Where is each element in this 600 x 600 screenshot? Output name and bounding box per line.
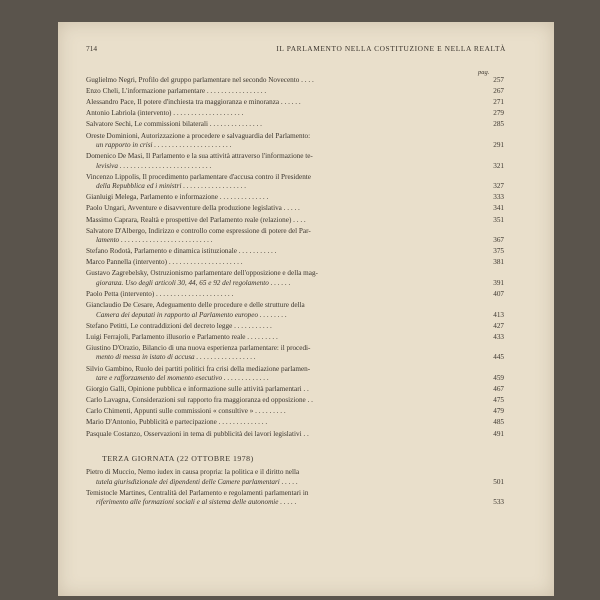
toc-page-number: 467: [493, 385, 504, 394]
toc-page-number: 501: [493, 477, 504, 486]
toc-entry-line: Luigi Ferrajoli, Parlamento illusorio e Parlamento reale . . . . . . . . .: [86, 332, 278, 341]
toc-entry-line: Stefano Petitti, Le contraddizioni del decreto legge . . . . . . . . . . .: [86, 321, 272, 330]
toc-entry-line: Gianclaudio De Cesare, Adeguamento delle procedure e delle strutture della: [86, 301, 305, 310]
toc-page-number: 533: [493, 498, 504, 507]
toc-entry-line: Carlo Chimenti, Appunti sulle commissioni « consultive » . . . . . . . . .: [86, 407, 286, 416]
toc-page-number: 321: [493, 161, 504, 170]
toc-entry: [86, 76, 504, 86]
toc-page-number: 341: [493, 204, 504, 213]
toc-entry-line: Pietro di Muccio, Nemo iudex in causa propria: la politica e il diritto nella: [86, 468, 300, 476]
toc-entry-line: Giustino D'Orazio, Bilancio di una nuova esperienza parlamentare: il procedi-: [86, 343, 311, 352]
section-heading: TERZA GIORNATA (22 OTTOBRE 1978): [102, 454, 254, 463]
toc-page-number: 381: [493, 258, 504, 267]
toc-page-number: 391: [493, 278, 504, 287]
toc-page-number: 271: [493, 98, 504, 107]
toc-entry-continuation: tare e rafforzamento del momento esecutivo . . . . . . . . . . . . .: [96, 374, 269, 382]
toc-entry-line: Temistocle Martines, Centralità del Parlamento e regolamenti parlamentari in: [86, 488, 309, 497]
toc-entry: [86, 269, 504, 288]
toc-entry: [86, 365, 504, 384]
toc-page-number: 285: [493, 120, 504, 129]
toc-entry: [86, 407, 504, 417]
toc-entry: [86, 109, 504, 119]
toc-entry-line: Oreste Dominioni, Autorizzazione a procedere e salvaguardia del Parlamento:: [86, 131, 311, 140]
toc-entry: [86, 193, 504, 203]
toc-entry: [86, 173, 504, 192]
toc-page-number: 491: [493, 429, 504, 438]
toc-page-number: 327: [493, 182, 504, 191]
toc-entry-line: Stefano Rodotà, Parlamento e dinamica istituzionale . . . . . . . . . . .: [86, 247, 277, 256]
toc-entry: [86, 132, 504, 151]
toc-entry: [86, 301, 504, 320]
toc-entry-line: Salvatore Sechi, Le commissioni bilaterali . . . . . . . . . . . . . . .: [86, 120, 262, 129]
toc-page-number: 333: [493, 193, 504, 202]
toc-entry: [86, 227, 504, 246]
toc-entry-continuation: Camera dei deputati in rapporto al Parlamento europeo . . . . . . . .: [96, 310, 287, 319]
toc-entry: [86, 396, 504, 406]
toc-entry-line: Guglielmo Negri, Profilo del gruppo parlamentare nel secondo Novecento . . . .: [86, 76, 314, 84]
toc-entry-line: Alessandro Pace, Il potere d'inchiesta tra maggioranza e minoranza . . . . . .: [86, 98, 301, 107]
toc-entry: [86, 468, 504, 487]
toc-entry-continuation: gioranza. Uso degli articoli 30, 44, 65 e 92 del regolamento . . . . . .: [96, 278, 291, 287]
toc-page-number: 351: [493, 215, 504, 224]
toc-entry: [86, 322, 504, 332]
toc-entry: [86, 489, 504, 508]
toc-entry-continuation: riferimento alle formazioni sociali e al sistema delle autonomie . . . . .: [96, 498, 297, 507]
toc-entry: [86, 87, 504, 97]
toc-page-number: 367: [493, 236, 504, 245]
toc-entry-line: Marco Pannella (intervento) . . . . . . . . . . . . . . . . . . . . .: [86, 258, 243, 267]
toc-entry-continuation: tutela giurisdizionale dei dipendenti delle Camere parlamentari . . . . .: [96, 477, 298, 486]
toc-entry-line: Salvatore D'Albergo, Indirizzo e controllo come espressione di potere del Par-: [86, 226, 311, 235]
toc-entry: [86, 98, 504, 108]
toc-entry: [86, 344, 504, 363]
toc-entry-line: Vincenzo Lippolis, Il procedimento parlamentare d'accusa contro il Presidente: [86, 172, 311, 181]
toc-page-number: 427: [493, 321, 504, 330]
page-number: 714: [86, 44, 98, 53]
toc-entry-line: Paolo Petta (intervento) . . . . . . . . . . . . . . . . . . . . . .: [86, 290, 234, 298]
toc-entry-line: Gustavo Zagrebelsky, Ostruzionismo parlamentare dell'opposizione e della mag-: [86, 269, 318, 278]
toc-entry: [86, 333, 504, 343]
toc-entry-line: Giorgio Galli, Opinione pubblica e informazione sulle attività parlamentari . .: [86, 385, 309, 394]
toc-page-number: 407: [493, 290, 504, 298]
toc-entry-line: Massimo Caprara, Realtà e prospettive del Parlamento reale (relazione) . . . .: [86, 215, 306, 224]
toc-page-number: 485: [493, 418, 504, 427]
toc-page-number: 279: [493, 109, 504, 118]
toc-entry-line: Mario D'Antonio, Pubblicità e partecipazione . . . . . . . . . . . . . .: [86, 418, 268, 427]
toc-entry: [86, 152, 504, 171]
toc-entry-line: Carlo Lavagna, Considerazioni sul rapporto fra maggioranza ed opposizione . .: [86, 396, 313, 405]
toc-entry-continuation: della Repubblica ed i ministri . . . . . . . . . . . . . . . . . .: [96, 182, 247, 191]
toc-entry-continuation: levisiva . . . . . . . . . . . . . . . . . . . . . . . . . .: [96, 161, 212, 170]
toc-entry: [86, 258, 504, 268]
toc-entry: [86, 418, 504, 428]
toc-entry-line: Pasquale Costanzo, Osservazioni in tema di pubblicità dei lavori legislativi . .: [86, 429, 309, 438]
toc-entry-continuation: mento di messa in istato di accusa . . . . . . . . . . . . . . . . .: [96, 353, 256, 362]
toc-entry-continuation: lamento . . . . . . . . . . . . . . . . . . . . . . . . . .: [96, 236, 213, 245]
toc-entry: [86, 216, 504, 226]
toc-entry: [86, 385, 504, 395]
toc-entry-line: Enzo Cheli, L'informazione parlamentare . . . . . . . . . . . . . . . . .: [86, 87, 267, 96]
toc-entry-line: Silvio Gambino, Ruolo dei partiti politici fra crisi della mediazione parlamen-: [86, 364, 311, 373]
toc-entry-line: Paolo Ungari, Avventure e disavventure della produzione legislativa . . . . .: [86, 204, 300, 213]
toc-page-number: 267: [493, 87, 504, 96]
toc-entry-line: Gianluigi Melega, Parlamento e informazione . . . . . . . . . . . . . .: [86, 193, 269, 202]
toc-page-number: 291: [493, 141, 504, 149]
running-header: [86, 44, 506, 56]
toc-entry-line: Domenico De Masi, Il Parlamento e la sua attività attraverso l'informazione te-: [86, 152, 313, 161]
toc-page-number: 459: [493, 374, 504, 382]
toc-page-number: 433: [493, 332, 504, 341]
running-title: IL PARLAMENTO NELLA COSTITUZIONE E NELLA REALTÀ: [276, 44, 506, 53]
toc-page-number: 479: [493, 407, 504, 416]
toc-entry: [86, 247, 504, 257]
toc-page-number: 375: [493, 247, 504, 256]
toc-entry: [86, 120, 504, 130]
toc-page-number: 445: [493, 353, 504, 362]
page-column-label: pag.: [478, 69, 490, 76]
toc-entry-line: Antonio Labriola (intervento) . . . . . . . . . . . . . . . . . . . .: [86, 109, 244, 118]
toc-entry: [86, 204, 504, 214]
toc-entry-continuation: un rapporto in crisi . . . . . . . . . . . . . . . . . . . . . .: [96, 141, 232, 149]
toc-entry: [86, 430, 504, 440]
toc-page-number: 475: [493, 396, 504, 405]
toc-page-number: 413: [493, 310, 504, 319]
toc-page-number: 257: [493, 76, 504, 84]
toc-entry: [86, 290, 504, 300]
